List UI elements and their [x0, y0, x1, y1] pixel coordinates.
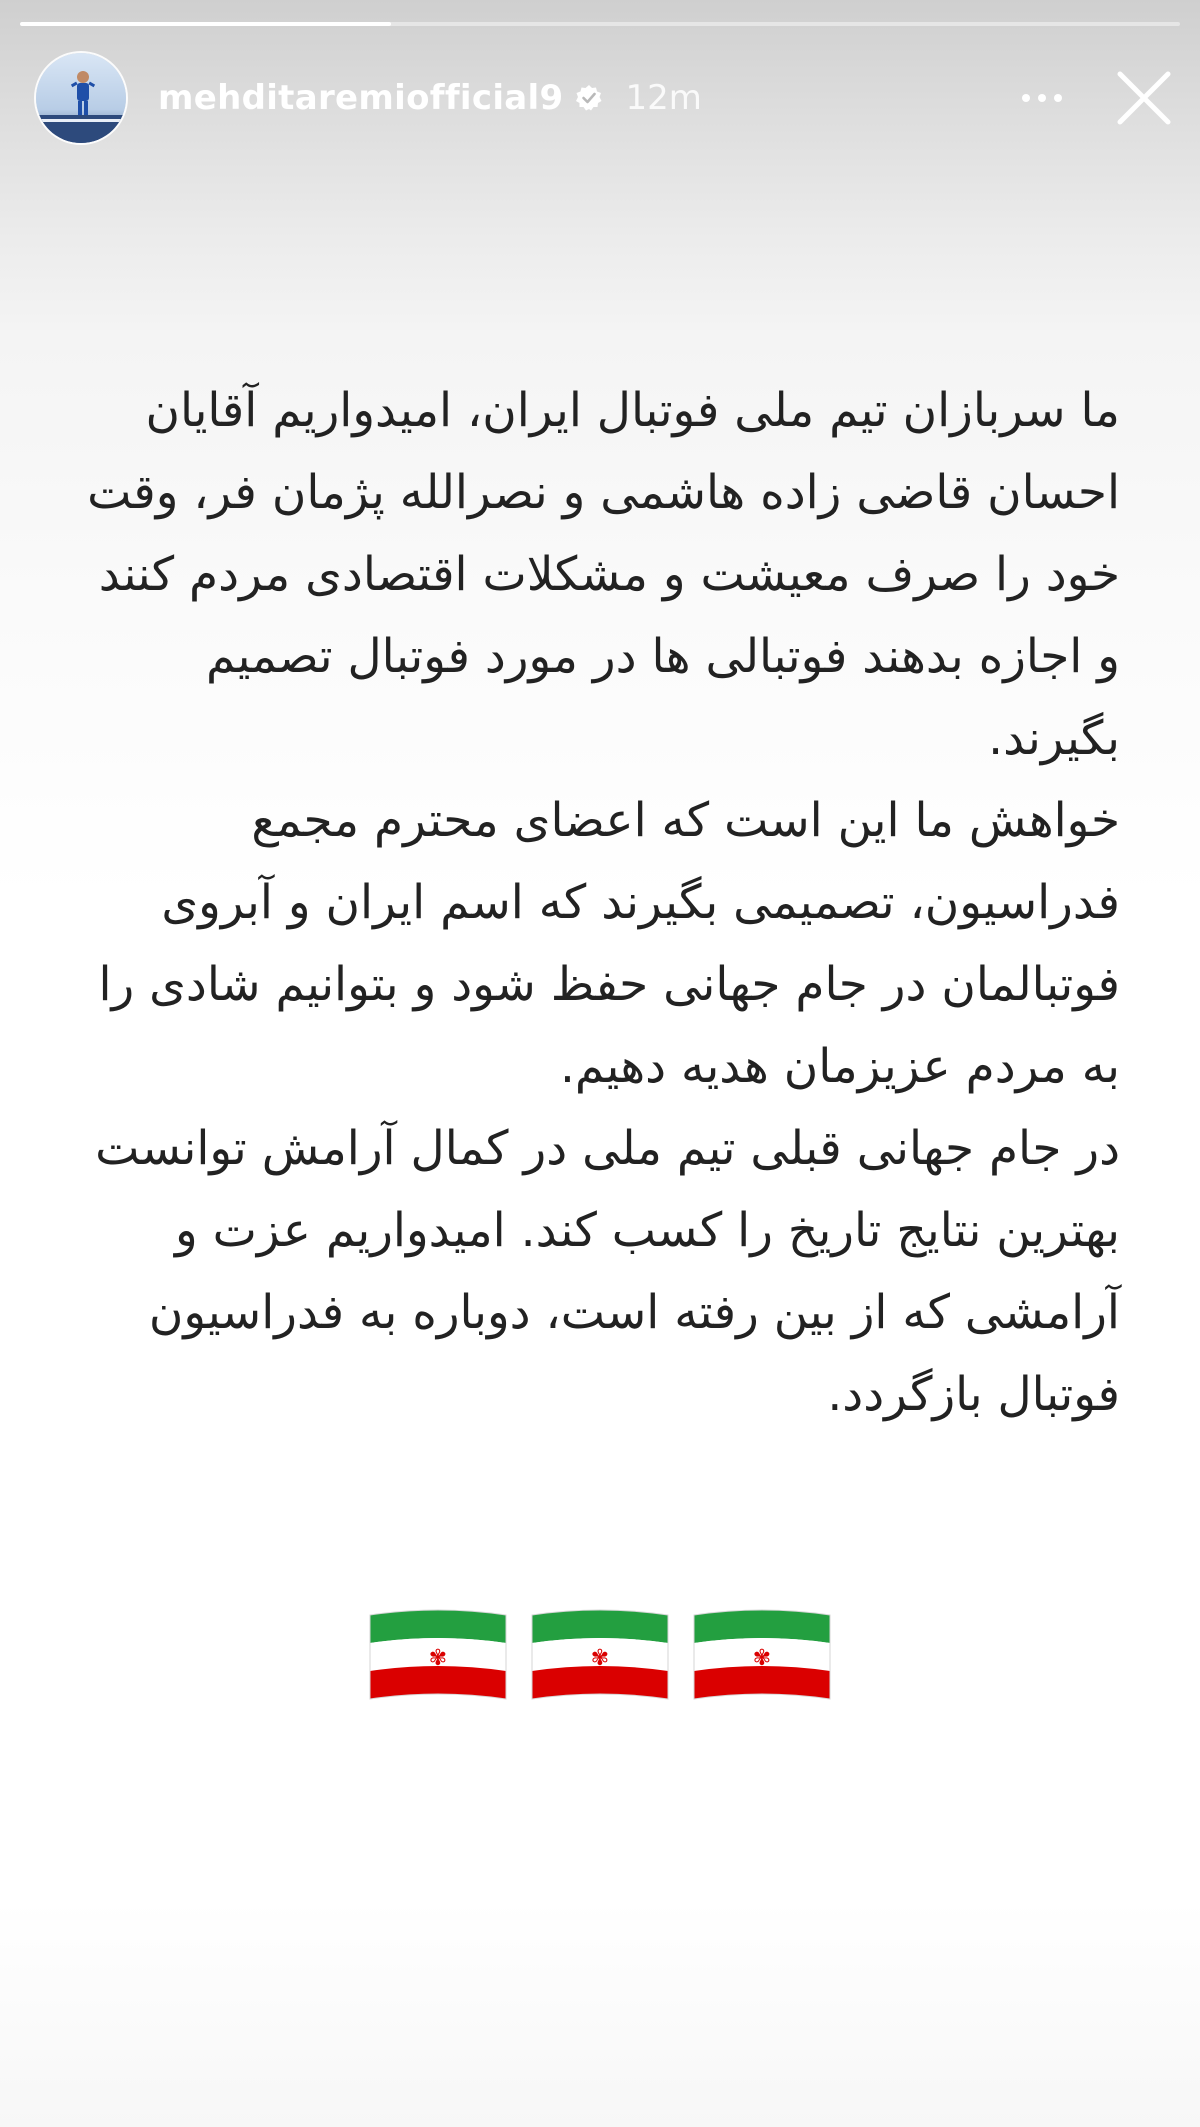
- username[interactable]: mehditaremiofficial9: [158, 78, 564, 118]
- iran-flag-icon: [366, 1605, 510, 1709]
- story-paragraph: خواهش ما این است که اعضای محترم مجمع فدراسیون، تصمیمی بگیرند که اسم ایران و آبروی فوتبالمان در جام جهانی حفظ شود و بتوانیم شادی را به مردم عزیزمان هدیه دهیم.: [98, 793, 1120, 1094]
- svg-text:✾: ✾: [752, 1646, 772, 1671]
- more-options-icon[interactable]: [1022, 94, 1062, 102]
- story-header: [34, 50, 1176, 146]
- story-progress-fill: [20, 22, 391, 26]
- story-timestamp: 12m: [625, 78, 702, 118]
- flag-emoji-row: [0, 1605, 1200, 1709]
- verified-badge-icon: [575, 84, 603, 112]
- iran-flag-icon: [528, 1605, 672, 1709]
- avatar[interactable]: [34, 51, 128, 145]
- svg-text:✾: ✾: [428, 1646, 448, 1671]
- story-paragraph: در جام جهانی قبلی تیم ملی در کمال آرامش توانست بهترین نتایج تاریخ را کسب کند. امیدواریم عزت و آرامشی که از بین رفته است، دوباره به فدراسیون فوتبال بازگردد.: [95, 1121, 1120, 1422]
- svg-text:✾: ✾: [590, 1646, 610, 1671]
- story-paragraph: ما سربازان تیم ملی فوتبال ایران، امیدواریم آقایان احسان قاضی زاده هاشمی و نصرالله پژمان فر، وقت خود را صرف معیشت و مشکلات اقتصادی مردم کنند و اجازه بدهند فوتبالی ها در مورد فوتبال تصمیم بگیرند.: [87, 383, 1120, 766]
- close-icon[interactable]: [1112, 66, 1176, 130]
- story-progress-bar: [20, 22, 1180, 26]
- iran-flag-icon: [690, 1605, 834, 1709]
- story-text: [70, 370, 1120, 1436]
